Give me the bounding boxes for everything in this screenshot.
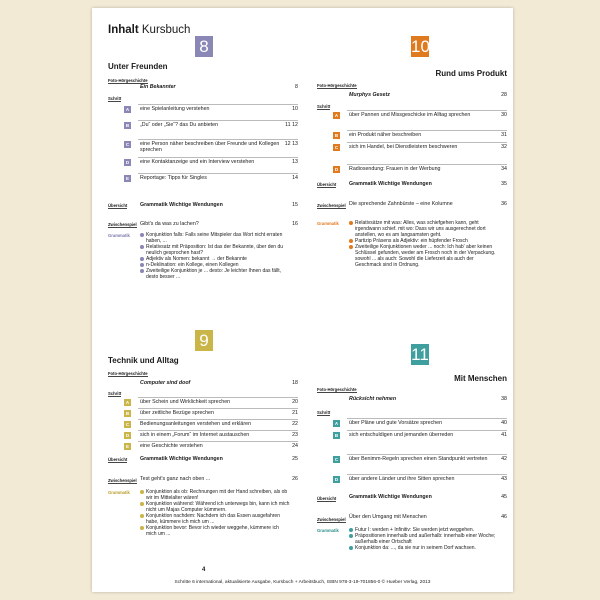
unit-number-badge: 8 (195, 36, 213, 57)
unit-number-badge: 11 (411, 345, 429, 364)
grammar-item (349, 244, 499, 268)
step-text: über Pannen und Missgeschicke im Alltag sprechen (349, 112, 471, 118)
divider (138, 139, 298, 140)
page (92, 8, 513, 592)
page-ref: 16 (292, 221, 298, 227)
step-letter-badge: C (125, 142, 130, 147)
zwischenspiel-label: Zwischenspiel (317, 203, 346, 208)
uebersicht-text: Grammatik Wichtige Wendungen (140, 456, 223, 462)
divider (347, 110, 507, 111)
unit-10 (317, 36, 507, 326)
grammar-text: Konjunktion falls: Falls seine Mitspieler das Wort nicht erraten haben, ... (146, 232, 283, 244)
unit-title: Mit Menschen (454, 374, 507, 383)
grammar-text: Konjunktion nachdem: Nachdem ich das Essen ausgefahren habe, kümmere ich mich um ... (146, 513, 280, 525)
divider (138, 430, 298, 431)
uebersicht-text: Grammatik Wichtige Wendungen (349, 181, 432, 187)
grammar-list (349, 527, 499, 551)
bullet-icon (140, 490, 144, 494)
footer-credit: Schritte 6 international, aktualisierte Ausgabe, Kursbuch + Arbeitsbuch, ISBN 978-3-19-701856-0 © Hueber Verlag, 2013 (174, 580, 431, 585)
step-letter-badge: E (125, 444, 129, 449)
page-ref: 20 (292, 399, 298, 405)
page-ref: 24 (292, 443, 298, 449)
divider (138, 441, 298, 442)
schritt-label: Schritt (317, 410, 331, 415)
uebersicht-label: Übersicht (108, 457, 128, 462)
divider (138, 104, 298, 105)
page-ref: 25 (292, 456, 298, 462)
uebersicht-label: Übersicht (108, 203, 128, 208)
bullet-icon (140, 502, 144, 506)
grammar-text: Konjunktion bevor: Bevor ich wieder weggehe, kümmere ich mich um ... (146, 525, 279, 537)
grammar-item (140, 232, 290, 244)
grammar-text: Konjunktion als ob: Rechnungen mit der Hand schreiben, als ob wir im Mittelalter wären! (146, 489, 288, 501)
page-ref: 8 (295, 84, 298, 90)
page-ref: 14 (292, 175, 298, 181)
divider (347, 474, 507, 475)
bullet-icon (140, 263, 144, 267)
grammatik-label: Grammatik (317, 528, 339, 533)
uebersicht-label: Übersicht (317, 496, 337, 501)
foto-title: Ein Bekannter (140, 84, 176, 90)
unit-number-badge: 10 (411, 37, 430, 56)
step-text: eine Spielanleitung verstehen (140, 106, 210, 112)
step-letter-badge: A (125, 107, 130, 112)
zwischenspiel-label: Zwischenspiel (108, 222, 137, 227)
divider (347, 418, 507, 419)
page-ref: 43 (501, 476, 507, 482)
page-ref: 11 12 (285, 122, 298, 128)
grammatik-label: Grammatik (108, 490, 130, 495)
page-ref: 28 (501, 92, 507, 98)
foto-label: Foto-Hörgeschichte (317, 387, 357, 392)
step-text: Bedienungsanleitungen verstehen und erklären (140, 421, 252, 427)
bullet-icon (140, 245, 144, 249)
step-letter-badge: A (125, 400, 130, 405)
divider (138, 173, 298, 174)
page-ref: 41 (501, 432, 507, 438)
bullet-icon (349, 221, 353, 225)
step-text: eine Kontaktanzeige und ein Interview verstehen (140, 159, 255, 165)
page-ref: 15 (292, 202, 298, 208)
bullet-icon (349, 528, 353, 532)
step-text: über zeitliche Bezüge sprechen (140, 410, 214, 416)
step-letter-badge: C (334, 145, 339, 150)
bullet-icon (349, 245, 353, 249)
page-ref: 36 (501, 201, 507, 207)
unit-title: Unter Freunden (108, 62, 168, 71)
step-letter-badge: B (125, 123, 130, 128)
divider (138, 397, 298, 398)
page-ref: 26 (292, 476, 298, 482)
grammar-item (349, 533, 499, 545)
grammar-text: n-Deklination: ein Kollege, einen Kollegen (146, 262, 239, 268)
foto-title: Rücksicht nehmen (349, 396, 397, 402)
divider (347, 164, 507, 165)
grammar-text: Präpositionen innerhalb und außerhalb: innerhalb einer Woche; außerhalb einer Ortschaft (355, 533, 496, 545)
step-letter-badge: D (334, 477, 339, 482)
page-ref: 30 (501, 112, 507, 118)
bullet-icon (349, 534, 353, 538)
bullet-icon (140, 257, 144, 261)
page-ref: 42 (501, 456, 507, 462)
zwischenspiel-text: Über den Umgang mit Menschen (349, 514, 427, 520)
page-ref: 35 (501, 181, 507, 187)
bullet-icon (140, 233, 144, 237)
unit-number-badge: 9 (195, 330, 213, 351)
step-letter-badge: E (125, 176, 129, 181)
grammar-item (140, 513, 290, 525)
grammar-text: Konjunktion da: ..., da sie nur in seinem Dorf wachsen. (355, 545, 476, 551)
zwischenspiel-text: Die sprechende Zahnbürste – eine Kolumne (349, 201, 453, 207)
grammar-item (140, 501, 290, 513)
grammar-item (140, 244, 290, 256)
foto-label: Foto-Hörgeschichte (108, 371, 148, 376)
page-ref: 31 (501, 132, 507, 138)
uebersicht-text: Grammatik Wichtige Wendungen (140, 202, 223, 208)
step-text: „Du“ oder „Sie“? das Du anbieten (140, 122, 219, 128)
step-text: ein Produkt näher beschreiben (349, 132, 422, 138)
grammar-text: Adjektiv als Nomen: bekannt → der Bekannte (146, 256, 247, 262)
step-letter-badge: D (334, 167, 339, 172)
step-text: eine Geschichte verstehen (140, 443, 203, 449)
unit-8 (108, 36, 298, 296)
step-text: über Benimm-Regeln sprechen einen Standpunkt vertreten (349, 456, 488, 462)
step-letter-badge: C (334, 457, 339, 462)
unit-9 (108, 330, 298, 560)
step-text: Radiosendung: Frauen in der Werbung (349, 166, 441, 172)
step-text: sich im Handel, bei Dienstleistern beschweren (349, 144, 458, 150)
page-title: Inhalt Kursbuch (108, 24, 191, 36)
zwischenspiel-text: Gibt's da was zu lachen? (140, 221, 199, 227)
page-ref: 21 (292, 410, 298, 416)
grammar-text: Zweiteilige Konjunktionen weder ... noch: Ich hab' aber keinen Schlüssel gefunden, weder am Frosch noch in der Verpackung. sowohl ... als auch: Sowohl die Lieferzeit als auch der Geschmack sind in Ordnung. (355, 244, 496, 268)
unit-title: Technik und Alltag (108, 356, 179, 365)
page-ref: 32 (501, 144, 507, 150)
page-ref: 12 13 (284, 141, 298, 147)
foto-label: Foto-Hörgeschichte (108, 78, 148, 83)
divider (138, 120, 298, 121)
page-ref: 18 (292, 380, 298, 386)
page-ref: 13 (292, 159, 298, 165)
step-letter-badge: B (334, 133, 339, 138)
grammar-text: Partizip Präsens als Adjektiv: ein hüpfender Frosch (355, 238, 468, 244)
bullet-icon (349, 239, 353, 243)
schritt-label: Schritt (108, 96, 122, 101)
schritt-label: Schritt (317, 104, 331, 109)
foto-title: Murphys Gesetz (349, 92, 390, 98)
foto-label: Foto-Hörgeschichte (317, 83, 357, 88)
divider (138, 419, 298, 420)
page-ref: 46 (501, 514, 507, 520)
divider (347, 142, 507, 143)
step-text: eine Person näher beschreiben über Freunde und Kollegen sprechen (140, 141, 280, 154)
zwischenspiel-text: Test geht's ganz nach oben ... (140, 476, 211, 482)
step-letter-badge: D (125, 160, 130, 165)
grammatik-label: Grammatik (108, 233, 130, 238)
page-ref: 23 (292, 432, 298, 438)
page-ref: 45 (501, 494, 507, 500)
grammar-text: Konjunktion während: Während ich unterwegs bin, kann ich mich nicht um Majas Computer kümmern. (146, 501, 290, 513)
step-text: über Schein und Wirklichkeit sprechen (140, 399, 231, 405)
grammar-text: Zweiteilige Konjunktion je ... desto: Je leichter Ihnen das fällt, desto besser ... (146, 268, 282, 280)
grammar-list (140, 489, 290, 537)
grammar-list (349, 220, 499, 268)
page-ref: 38 (501, 396, 507, 402)
grammar-text: Relativsatz mit Präposition: Ist das der Bekannte, über den du neulich gesprochen hast? (146, 244, 284, 256)
schritt-label: Schritt (108, 391, 122, 396)
bullet-icon (140, 526, 144, 530)
uebersicht-text: Grammatik Wichtige Wendungen (349, 494, 432, 500)
zwischenspiel-label: Zwischenspiel (317, 517, 346, 522)
divider (138, 157, 298, 158)
grammar-text: Futur I: werden + Infinitiv: Sie werden jetzt weggehen. (355, 527, 475, 533)
zwischenspiel-label: Zwischenspiel (108, 478, 137, 483)
grammar-item (140, 525, 290, 537)
page-ref: 22 (292, 421, 298, 427)
grammar-list (140, 232, 290, 280)
divider (347, 454, 507, 455)
step-text: über andere Länder und ihre Sitten sprechen (349, 476, 455, 482)
page-ref: 34 (501, 166, 507, 172)
grammar-item (349, 545, 499, 551)
step-letter-badge: B (125, 411, 130, 416)
grammar-text: Relativsätze mit was: Alles, was schiefgehen kann, geht irgendwann schief. mit wo: Dass wir uns ausgerechnet dort anstellen, wo es am langsamsten geht. (355, 220, 486, 238)
page-ref: 40 (501, 420, 507, 426)
grammar-item (349, 220, 499, 238)
step-text: sich in einem „Forum“ im Internet austauschen (140, 432, 250, 438)
step-letter-badge: C (125, 422, 130, 427)
bullet-icon (140, 514, 144, 518)
page-number: 4 (202, 567, 206, 573)
bullet-icon (349, 546, 353, 550)
step-text: über Pläne und gute Vorsätze sprechen (349, 420, 443, 426)
unit-11 (317, 344, 507, 564)
grammar-item (140, 268, 290, 280)
grammar-item (140, 489, 290, 501)
step-text: sich entschuldigen und jemanden überreden (349, 432, 454, 438)
step-text: Reportage: Tipps für Singles (140, 175, 207, 181)
foto-title: Computer sind doof (140, 380, 191, 386)
divider (138, 408, 298, 409)
unit-title: Rund ums Produkt (435, 69, 507, 78)
step-letter-badge: A (334, 113, 339, 118)
step-letter-badge: D (125, 433, 130, 438)
bullet-icon (140, 269, 144, 273)
page-ref: 10 (292, 106, 298, 112)
grammatik-label: Grammatik (317, 221, 339, 226)
step-letter-badge: A (334, 421, 339, 426)
divider (347, 430, 507, 431)
step-letter-badge: B (334, 433, 339, 438)
divider (347, 130, 507, 131)
uebersicht-label: Übersicht (317, 182, 337, 187)
